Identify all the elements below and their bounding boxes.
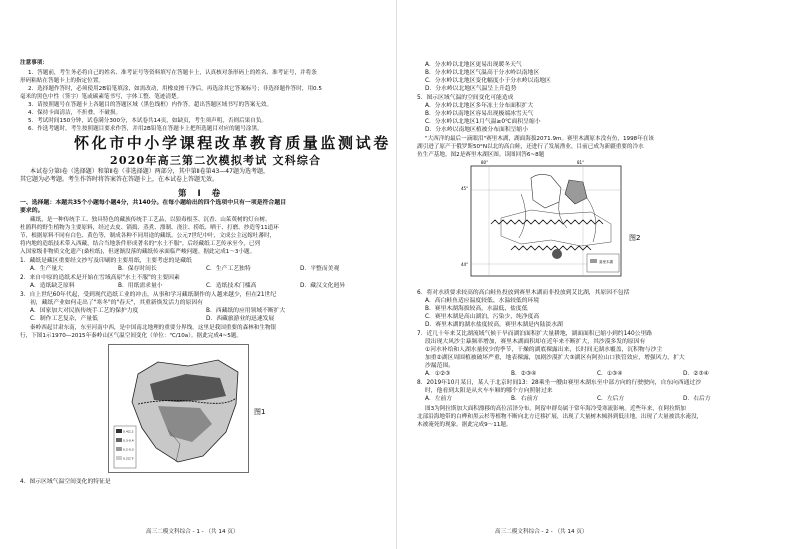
q1-option-d: D．平整而美观 [300, 266, 340, 272]
passage-line: 木被淹死的现象。据此完成9～11题。 [417, 422, 512, 428]
q6-option-b: B．赛里木湖海拔较高，水温低、盐度低 [425, 306, 528, 312]
question-7-stem-cont: ①河水补给和人湖水量较少的季节，干燥的湖底裸露出来，长时间无湖水覆盖，沉积物与沙尘 [425, 347, 663, 353]
tick-label: 45° [461, 186, 469, 191]
q3-option-b: B．西藏纸的应用领域不断扩大 [206, 308, 286, 314]
q4-option-c: C．分水岭以北地区变化幅度小于分水岭以南地区 [425, 78, 551, 84]
q4-option-a: A．分水岭以北地区更易出现暖冬天气 [425, 62, 522, 68]
passage-line: 鱼生产基地。图2是赛里木湖区图。读图回答6~8题 [417, 152, 545, 158]
passage-line: 行，下图1示1970—2015年秦岭山区气温空间变化（单位：℃/10a）。据此完成4~5题。 [20, 333, 242, 339]
tick-label: 80° [481, 160, 489, 165]
passage-line: 杜鹃科的野生植物为主要原料，经过去皮、锅捣、蒸煮、漂制、浇注、捞纸、晒干、打磨、抄造等11道环 [20, 225, 279, 231]
question-7-stem-cont: 加重②湖区周围植被破坏严重，地表裸露，加剧沙漠扩大③湖区有阿拉山口狭管效应，增强风力，扩大 [425, 355, 685, 361]
page-footer-right: 高三二模文科综合 - 2 - （共 14 页） [495, 529, 588, 535]
figure-1-legend [114, 426, 136, 468]
question-7-stem-cont: 沙漏范围。 [425, 363, 454, 369]
question-5-stem: 5．图示区域气温的空间变化可能造成 [417, 95, 514, 101]
notice-line: 3．请按照题号在答题卡上各题目的答题区域（黑色线框）内作答，超出答题区域书写的答案无效。 [28, 102, 273, 108]
intro-line: 其它题为必考题。考生作答时将答案答在答题卡上，在本试卷上答题无效。 [20, 176, 219, 183]
q3-option-a: A．国家加大对民族传统手工艺的保护力度 [30, 308, 139, 314]
q6-option-d: D．赛里木湖的湖水盐度较高，赛里木湖是内陆淡水湖 [425, 322, 563, 328]
q7-option-d: D．②③④ [683, 371, 709, 377]
passage-line: 图3为阿拉斯加大面积漂移的高位沼泽分布，阿留申群岛属于常年海冷受寒流影响。近些年来，在阿拉斯加 [425, 406, 686, 412]
q2-option-d: D．藏汉文化迥异 [300, 283, 346, 289]
legend-label: 赛里木湖 [599, 260, 613, 264]
q1-option-b: B．保存时间长 [118, 266, 157, 272]
passage-line: 节，根据原料不同有白色、黄色等，制成各种不同用途的藏纸。公元7世纪中叶，文成公主远嫁吐蕃时， [20, 233, 276, 239]
q7-option-c: C．①③④ [597, 371, 623, 377]
figure-2-map [461, 158, 661, 284]
intro-line: 本试卷分第Ⅰ卷（选择题）和第Ⅱ卷（非选择题）两部分，其中第Ⅱ卷第43—47题为选考题， [30, 168, 269, 175]
q5-option-a: A．分水岭以北地区多年冻土分布面积扩大 [425, 103, 534, 109]
question-7-stem: 7．近几十年来艾比湖流域气候干旱而湖泊面积扩大量耕地，湖面面积已缩小到约140公里路 [417, 331, 653, 337]
exam-subtitle: 2020年高三第二次模拟考试 文科综合 [110, 154, 322, 167]
question-8-stem-cont: 时，他看到太阳是从火车车厢的哪个方向照射过来 [425, 388, 553, 394]
question-3-stem-cont: 初，藏纸产业如何走出了"寒冬"的"春天"，其重新焕发活力的原因有 [30, 300, 203, 306]
q7-option-b: B．②③④ [511, 371, 537, 377]
section-instruction: 一、选择题：本题共35个小题每小题4分，共140分。在每小题给出的四个选项中只有一项是符合题目 [20, 200, 287, 206]
q1-option-c: C．生产工艺独特 [206, 266, 251, 272]
legend-label: 0.2以下 [123, 456, 134, 461]
legend-label: 0.2-0.3 [123, 447, 134, 452]
q6-option-a: A．高白鲑鱼适应温度较低、水温较低的环境 [425, 298, 540, 304]
passage-line: 藏纸，是一种传统手工、独具特色的藏族传统手工艺品，以狼毒根茎、沉香、山茱萸树的灯台树、 [30, 217, 271, 223]
q3-option-c: C．制作工艺复杂，产量低 [30, 316, 98, 322]
passage-line: 入国家级非物质文化遗产(桑柱纸)，但逐渐没落的藏纸传承面临严峻问题。据此完成1～3小题。 [20, 249, 256, 255]
q2-option-b: B．用纸需求量小 [118, 283, 163, 289]
exam-title: 怀化市中小学课程改革教育质量监测试卷 [74, 134, 391, 152]
section-instruction: 要求的。 [20, 208, 44, 214]
legend-label: 0.3-0.4 [123, 438, 134, 443]
notice-line: 6．作选考题时，考生按照题目要求作答，并用2B铅笔在答题卡上把所选题目对应的题号涂黑。 [28, 126, 263, 132]
q6-option-c: C．赛里木湖是高山湖泊，污染少，纯净度高 [425, 314, 540, 320]
passage-line: 北部沿海地带的白桦和黑云杉等植物不断向北方迁移扩展，出现了大量树木倾斜到低洼地，出现了大量被洪水淹没， [417, 414, 703, 420]
q5-option-d: D．分水岭以南地区植被分布面积呈缩小 [425, 127, 529, 133]
notice-line: 5．考试时间150分钟，试卷满分300分，本试卷共14页，如缺页，考生须声明，否则后果自负。 [28, 118, 268, 124]
question-6-stem: 6．将对水质要求较高的高白鲑鱼投放到赛里木湖而非投放到艾比湖，其原因不包括 [417, 290, 630, 296]
question-7-stem-cont: 段出现大风沙尘暴频率增加，赛里木湖面积却在近年来不断扩大，其沙漠多发的原因有 [425, 339, 646, 345]
figure-1-map [108, 344, 284, 474]
q7-option-a: A．①②③ [425, 371, 451, 377]
notice-line: 2．选择题作答时，必须使用2B铅笔填涂，如需改动，用橡皮擦干净后，再选涂其它答案标号；非选择题作答时，用0.5 [28, 86, 322, 92]
question-1-stem: 1．藏纸是藏区重要经文抄写及印刷的主要用纸，主要考虑的是藏纸 [20, 258, 192, 264]
q1-option-a: A．生产量大 [30, 266, 63, 272]
page-right [397, 0, 794, 549]
figure-1-label: 图1 [254, 408, 266, 416]
page-footer-left: 高三二模文科综合 - 1 - （共 14 页） [146, 529, 239, 535]
section-title: 第 Ⅰ 卷 [178, 189, 225, 199]
question-4-stem: 4．图示区域气温空间变化的特征是 [20, 479, 111, 485]
q8-option-d: D．右后方 [683, 396, 711, 402]
notice-line: 1．答题前，考生务必将自己的姓名、准考证号等资料填写在答题卡上，认真核对条形码上的姓名、准考证号，并将条 [28, 70, 317, 76]
question-2-stem: 2．来自中原的造纸术是开始在雪域高原"水土不服"的主要因素 [20, 275, 180, 281]
q8-option-a: A．左前方 [425, 396, 453, 402]
passage-line: 秦岭西起甘肃东南，东至河南中西，是中国南北地理的重要分界线。这里是我国重要的森林和生物银 [30, 325, 277, 331]
q8-option-c: C．左后方 [597, 396, 625, 402]
passage-line: 将内地的造纸技术带入西藏，结合当地条件形成著名的"水土不服"。后经藏纸工艺传承至今，已列 [20, 241, 261, 247]
figure-2-label: 图2 [629, 234, 641, 242]
question-8-stem: 8．2019年10月某日，某人于北京时间13：28乘坐一艘由赛里木湖东至中部方向的行驶驶向，自东向西通过沙 [417, 380, 702, 386]
legend-label: 0.4以上 [123, 429, 134, 434]
q5-option-c: C．分水岭以北地区1月气温≥0℃面积呈缩小 [425, 119, 541, 125]
question-3-stem: 3．自上世纪60年代起，受到现代造纸工业的冲击，从事和学习藏纸制作的人越来越少，但在21世纪 [20, 292, 277, 298]
passage-line: 湖引进了原产于俄罗斯50°N以北的高白鲑，还进行了发展渔业，目前已成为新疆重要的冷水 [417, 144, 644, 150]
figure-2-legend [587, 254, 619, 272]
tick-label: 44° [461, 262, 469, 267]
q5-option-b: B．分水岭以南地区容易出现极端冰雪天气 [425, 111, 534, 117]
q4-option-d: D．分水岭以北地区气温呈上升趋势 [425, 86, 517, 92]
notice-line: 毫米的黑色中性（签字）笔或碳素笔书写，字体工整、笔迹清楚。 [20, 94, 183, 100]
notice-heading: 注意事项： [20, 60, 48, 66]
q3-option-d: D．西藏旅游业的迅速发展 [206, 316, 275, 322]
q8-option-b: B．右前方 [511, 396, 539, 402]
q2-option-c: C．造纸技术门槛高 [206, 283, 257, 289]
q4-option-b: B．分水岭以北地区气温高于分水岭以南地区 [425, 70, 540, 76]
q2-option-a: A．造纸缺乏原料 [30, 283, 75, 289]
passage-line: "大西洋的最后一滴眼泪"赛里木湖，湖面海拔2071.9m。赛里木湖原本没有鱼，1998年在该 [425, 136, 654, 142]
notice-line: 4．保持卡面清洁，不折叠，不破损。 [28, 110, 122, 116]
notice-line: 形码粘贴在答题卡上的指定位置。 [20, 78, 104, 84]
tick-label: 81° [577, 160, 585, 165]
